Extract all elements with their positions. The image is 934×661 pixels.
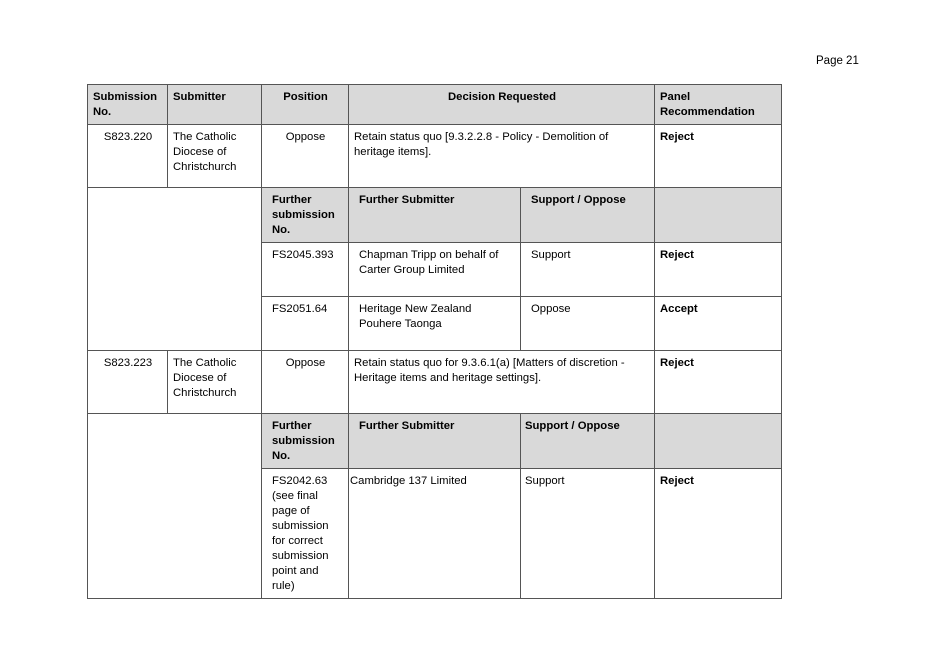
page-number: Page 21 [816,55,859,67]
header-blank [655,188,782,243]
header-support-oppose: Support / Oppose [521,414,655,469]
further-submission-no: FS2042.63 (see final page of submission for correct submission point and rule) [262,469,349,599]
submissions-table [87,84,782,599]
header-further-submitter: Further Submitter [349,414,521,469]
submitter: The Catholic Diocese of Christchurch [168,351,262,414]
decision-requested: Retain status quo for 9.3.6.1(a) [Matters of discretion - Heritage items and heritage settings]. [349,351,655,414]
panel-recommendation: Reject [655,351,782,414]
position: Oppose [262,351,349,414]
header-further-submission-no: Further submission No. [262,414,349,469]
further-submission-no: FS2051.64 [262,297,349,351]
further-submitter: Cambridge 137 Limited [349,469,521,599]
blank-cell [88,414,262,599]
support-oppose: Support [521,243,655,297]
submission-no: S823.220 [88,125,168,188]
submission-no: S823.223 [88,351,168,414]
further-submitter: Chapman Tripp on behalf of Carter Group Limited [349,243,521,297]
header-blank [655,414,782,469]
panel-recommendation: Reject [655,243,782,297]
table-header-row [88,85,782,125]
header-further-submission-no: Further submission No. [262,188,349,243]
support-oppose: Support [521,469,655,599]
further-header-row [88,188,782,243]
panel-recommendation: Accept [655,297,782,351]
decision-requested: Retain status quo [9.3.2.2.8 - Policy - Demolition of heritage items]. [349,125,655,188]
header-panel-recommendation: Panel Recommendation [655,85,782,125]
blank-cell [88,188,262,351]
further-header-row [88,414,782,469]
submission-row [88,351,782,414]
panel-recommendation: Reject [655,125,782,188]
panel-recommendation: Reject [655,469,782,599]
support-oppose: Oppose [521,297,655,351]
position: Oppose [262,125,349,188]
submission-row [88,125,782,188]
header-submission-no: Submission No. [88,85,168,125]
submitter: The Catholic Diocese of Christchurch [168,125,262,188]
header-submitter: Submitter [168,85,262,125]
further-submitter: Heritage New Zealand Pouhere Taonga [349,297,521,351]
header-decision-requested: Decision Requested [349,85,655,125]
header-position: Position [262,85,349,125]
header-support-oppose: Support / Oppose [521,188,655,243]
header-further-submitter: Further Submitter [349,188,521,243]
further-submission-no: FS2045.393 [262,243,349,297]
